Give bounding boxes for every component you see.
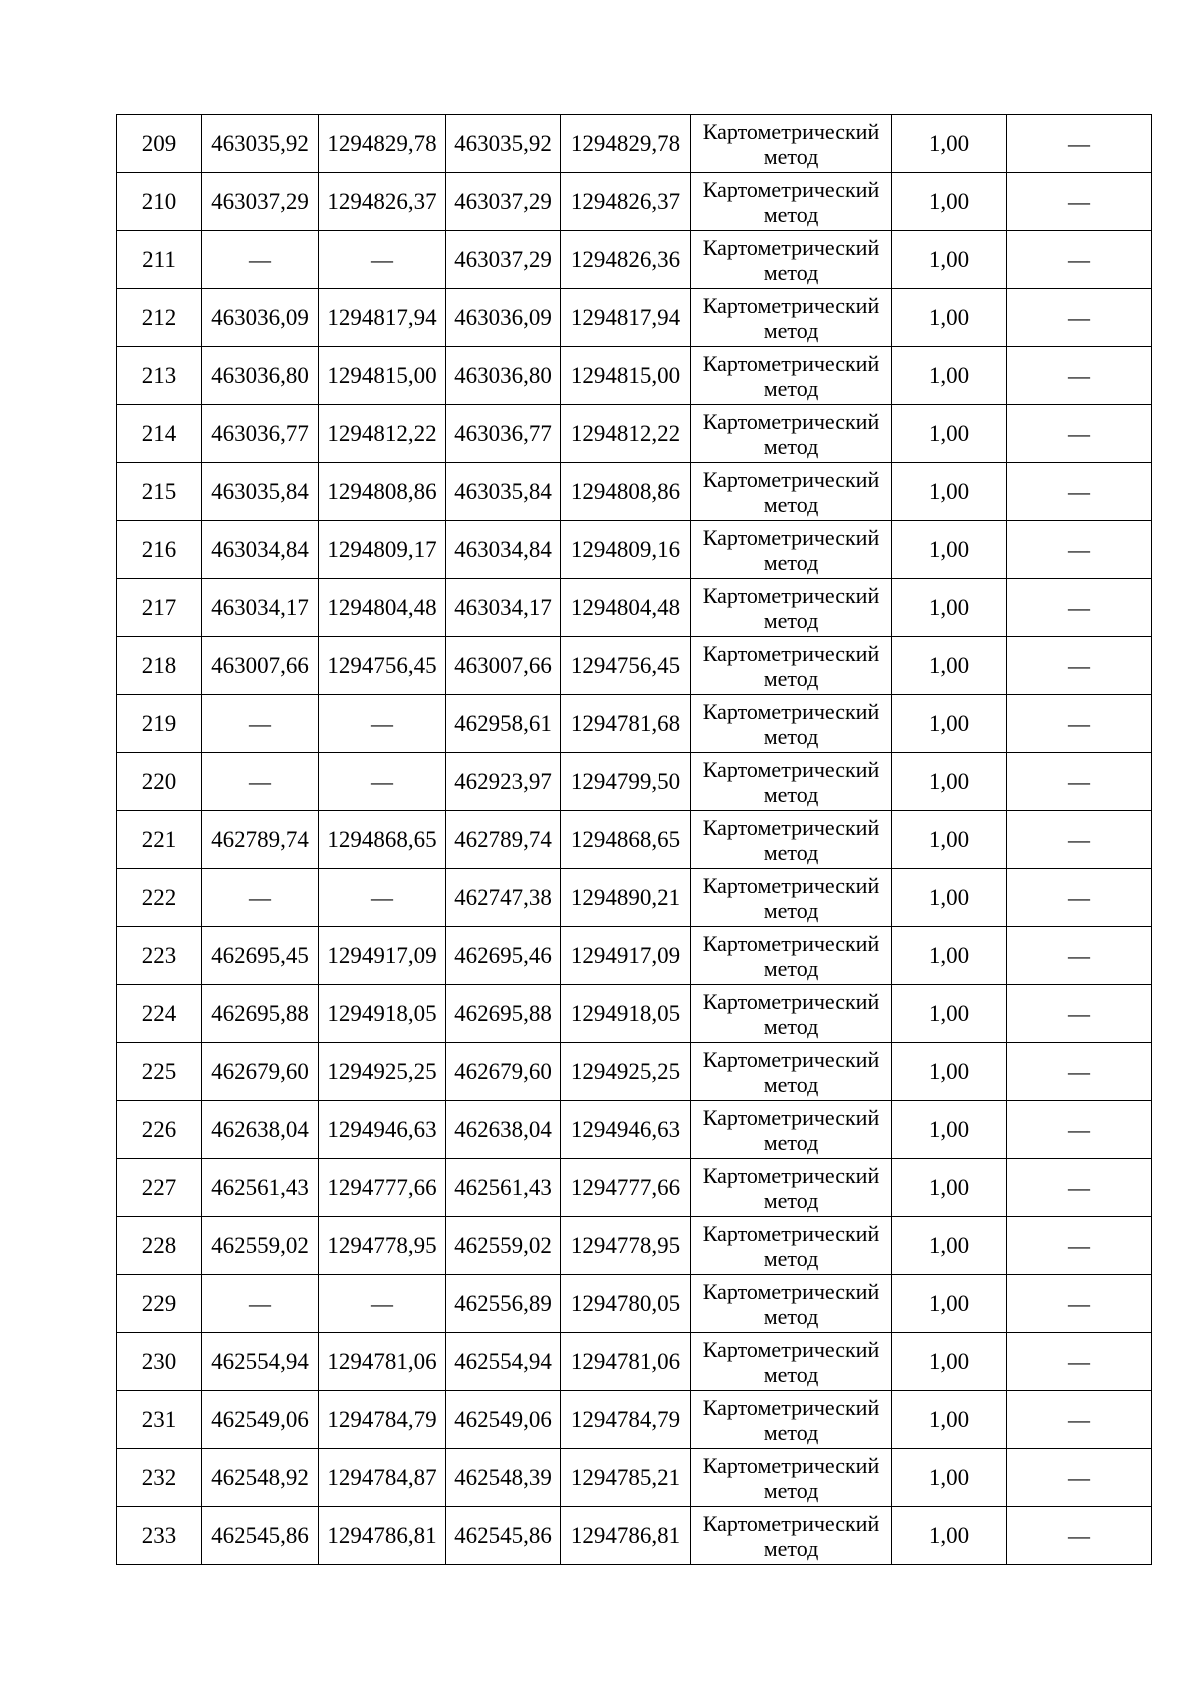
new-y-coordinate-cell: 1294826,36 [561, 231, 691, 289]
method-line-2: метод [763, 1419, 819, 1445]
accuracy-cell: 1,00 [892, 115, 1007, 173]
old-y-coordinate-cell: — [319, 1275, 446, 1333]
method-cell [691, 869, 892, 927]
accuracy-cell: 1,00 [892, 1101, 1007, 1159]
method-line-2: метод [763, 549, 819, 575]
method-line-2: метод [763, 1477, 819, 1503]
table-row [117, 1333, 1152, 1391]
old-y-coordinate-cell: 1294808,86 [319, 463, 446, 521]
table-row [117, 579, 1152, 637]
method-line-2: метод [763, 1303, 819, 1329]
old-y-coordinate-cell: 1294868,65 [319, 811, 446, 869]
description-cell: — [1007, 463, 1152, 521]
table-row [117, 1101, 1152, 1159]
old-y-coordinate-cell: 1294778,95 [319, 1217, 446, 1275]
old-x-coordinate-cell: 463007,66 [202, 637, 319, 695]
new-y-coordinate-cell: 1294804,48 [561, 579, 691, 637]
description-cell: — [1007, 753, 1152, 811]
new-x-coordinate-cell: 462638,04 [446, 1101, 561, 1159]
method-line-2: метод [763, 317, 819, 343]
method-cell [691, 521, 892, 579]
point-number-cell: 216 [117, 521, 202, 579]
method-cell [691, 695, 892, 753]
method-line-1: Картометрический [702, 698, 880, 724]
old-x-coordinate-cell: — [202, 231, 319, 289]
new-y-coordinate-cell: 1294785,21 [561, 1449, 691, 1507]
old-x-coordinate-cell: 462789,74 [202, 811, 319, 869]
description-cell: — [1007, 115, 1152, 173]
new-x-coordinate-cell: 462747,38 [446, 869, 561, 927]
method-line-1: Картометрический [702, 930, 880, 956]
accuracy-cell: 1,00 [892, 927, 1007, 985]
method-cell [691, 927, 892, 985]
description-cell: — [1007, 637, 1152, 695]
old-x-coordinate-cell: — [202, 753, 319, 811]
method-line-2: метод [763, 1071, 819, 1097]
method-line-1: Картометрический [702, 1162, 880, 1188]
old-y-coordinate-cell: 1294812,22 [319, 405, 446, 463]
new-y-coordinate-cell: 1294925,25 [561, 1043, 691, 1101]
point-number-cell: 214 [117, 405, 202, 463]
point-number-cell: 221 [117, 811, 202, 869]
method-cell [691, 811, 892, 869]
new-y-coordinate-cell: 1294812,22 [561, 405, 691, 463]
method-line-1: Картометрический [702, 640, 880, 666]
table-row [117, 405, 1152, 463]
table-row [117, 1275, 1152, 1333]
point-number-cell: 227 [117, 1159, 202, 1217]
new-y-coordinate-cell: 1294946,63 [561, 1101, 691, 1159]
accuracy-cell: 1,00 [892, 1333, 1007, 1391]
method-line-1: Картометрический [702, 756, 880, 782]
method-line-2: метод [763, 143, 819, 169]
description-cell: — [1007, 173, 1152, 231]
old-y-coordinate-cell: 1294917,09 [319, 927, 446, 985]
old-x-coordinate-cell: 463036,09 [202, 289, 319, 347]
table-row [117, 927, 1152, 985]
point-number-cell: 213 [117, 347, 202, 405]
new-x-coordinate-cell: 463037,29 [446, 231, 561, 289]
new-x-coordinate-cell: 463034,84 [446, 521, 561, 579]
old-x-coordinate-cell: 462695,45 [202, 927, 319, 985]
new-x-coordinate-cell: 462556,89 [446, 1275, 561, 1333]
description-cell: — [1007, 579, 1152, 637]
new-y-coordinate-cell: 1294786,81 [561, 1507, 691, 1565]
new-x-coordinate-cell: 462545,86 [446, 1507, 561, 1565]
method-cell [691, 463, 892, 521]
table-row [117, 347, 1152, 405]
method-line-2: метод [763, 1245, 819, 1271]
old-y-coordinate-cell: 1294756,45 [319, 637, 446, 695]
method-cell [691, 1217, 892, 1275]
accuracy-cell: 1,00 [892, 579, 1007, 637]
old-y-coordinate-cell: — [319, 753, 446, 811]
point-number-cell: 212 [117, 289, 202, 347]
method-line-2: метод [763, 1187, 819, 1213]
method-cell [691, 347, 892, 405]
accuracy-cell: 1,00 [892, 289, 1007, 347]
method-line-1: Картометрический [702, 1394, 880, 1420]
old-x-coordinate-cell: 462545,86 [202, 1507, 319, 1565]
old-y-coordinate-cell: 1294826,37 [319, 173, 446, 231]
description-cell: — [1007, 695, 1152, 753]
new-x-coordinate-cell: 462561,43 [446, 1159, 561, 1217]
table-row [117, 637, 1152, 695]
new-y-coordinate-cell: 1294756,45 [561, 637, 691, 695]
method-cell [691, 1333, 892, 1391]
table-row [117, 1507, 1152, 1565]
method-cell [691, 1449, 892, 1507]
description-cell: — [1007, 985, 1152, 1043]
point-number-cell: 223 [117, 927, 202, 985]
method-cell [691, 1043, 892, 1101]
old-y-coordinate-cell: 1294946,63 [319, 1101, 446, 1159]
method-line-2: метод [763, 839, 819, 865]
new-y-coordinate-cell: 1294826,37 [561, 173, 691, 231]
table-row [117, 695, 1152, 753]
old-x-coordinate-cell: 462554,94 [202, 1333, 319, 1391]
old-x-coordinate-cell: — [202, 869, 319, 927]
accuracy-cell: 1,00 [892, 521, 1007, 579]
old-y-coordinate-cell: 1294781,06 [319, 1333, 446, 1391]
method-line-2: метод [763, 433, 819, 459]
point-number-cell: 224 [117, 985, 202, 1043]
description-cell: — [1007, 405, 1152, 463]
new-x-coordinate-cell: 462679,60 [446, 1043, 561, 1101]
old-x-coordinate-cell: 462559,02 [202, 1217, 319, 1275]
new-y-coordinate-cell: 1294815,00 [561, 347, 691, 405]
table-row [117, 173, 1152, 231]
table-row [117, 1043, 1152, 1101]
new-y-coordinate-cell: 1294808,86 [561, 463, 691, 521]
table-row [117, 231, 1152, 289]
method-cell [691, 405, 892, 463]
new-x-coordinate-cell: 462923,97 [446, 753, 561, 811]
point-number-cell: 219 [117, 695, 202, 753]
old-x-coordinate-cell: 463036,80 [202, 347, 319, 405]
old-y-coordinate-cell: 1294784,79 [319, 1391, 446, 1449]
description-cell: — [1007, 1217, 1152, 1275]
table-row [117, 289, 1152, 347]
new-x-coordinate-cell: 462695,46 [446, 927, 561, 985]
accuracy-cell: 1,00 [892, 1217, 1007, 1275]
method-cell [691, 1101, 892, 1159]
point-number-cell: 217 [117, 579, 202, 637]
method-line-2: метод [763, 781, 819, 807]
point-number-cell: 215 [117, 463, 202, 521]
method-line-1: Картометрический [702, 582, 880, 608]
table-row [117, 811, 1152, 869]
old-x-coordinate-cell: 462638,04 [202, 1101, 319, 1159]
point-number-cell: 231 [117, 1391, 202, 1449]
accuracy-cell: 1,00 [892, 1043, 1007, 1101]
point-number-cell: 232 [117, 1449, 202, 1507]
old-x-coordinate-cell: 463034,17 [202, 579, 319, 637]
accuracy-cell: 1,00 [892, 173, 1007, 231]
new-y-coordinate-cell: 1294784,79 [561, 1391, 691, 1449]
method-cell [691, 115, 892, 173]
new-x-coordinate-cell: 462958,61 [446, 695, 561, 753]
method-line-1: Картометрический [702, 292, 880, 318]
point-number-cell: 222 [117, 869, 202, 927]
new-y-coordinate-cell: 1294890,21 [561, 869, 691, 927]
old-x-coordinate-cell: 463034,84 [202, 521, 319, 579]
method-line-1: Картометрический [702, 408, 880, 434]
method-cell [691, 289, 892, 347]
new-x-coordinate-cell: 463037,29 [446, 173, 561, 231]
method-line-1: Картометрический [702, 1104, 880, 1130]
point-number-cell: 211 [117, 231, 202, 289]
method-line-2: метод [763, 491, 819, 517]
accuracy-cell: 1,00 [892, 463, 1007, 521]
description-cell: — [1007, 347, 1152, 405]
accuracy-cell: 1,00 [892, 637, 1007, 695]
accuracy-cell: 1,00 [892, 1449, 1007, 1507]
method-line-1: Картометрический [702, 988, 880, 1014]
accuracy-cell: 1,00 [892, 405, 1007, 463]
method-line-1: Картометрический [702, 1220, 880, 1246]
new-x-coordinate-cell: 462695,88 [446, 985, 561, 1043]
description-cell: — [1007, 927, 1152, 985]
method-cell [691, 985, 892, 1043]
method-line-1: Картометрический [702, 1278, 880, 1304]
accuracy-cell: 1,00 [892, 753, 1007, 811]
method-line-1: Картометрический [702, 118, 880, 144]
new-x-coordinate-cell: 463036,77 [446, 405, 561, 463]
description-cell: — [1007, 1391, 1152, 1449]
table-row [117, 463, 1152, 521]
method-line-2: метод [763, 897, 819, 923]
accuracy-cell: 1,00 [892, 231, 1007, 289]
old-x-coordinate-cell: — [202, 1275, 319, 1333]
method-line-2: метод [763, 665, 819, 691]
table-row [117, 1159, 1152, 1217]
new-x-coordinate-cell: 462789,74 [446, 811, 561, 869]
new-y-coordinate-cell: 1294917,09 [561, 927, 691, 985]
method-line-1: Картометрический [702, 234, 880, 260]
old-x-coordinate-cell: 463035,84 [202, 463, 319, 521]
accuracy-cell: 1,00 [892, 1159, 1007, 1217]
description-cell: — [1007, 521, 1152, 579]
method-cell [691, 173, 892, 231]
new-y-coordinate-cell: 1294777,66 [561, 1159, 691, 1217]
method-cell [691, 231, 892, 289]
coordinates-table [116, 114, 1152, 1565]
method-line-2: метод [763, 375, 819, 401]
old-y-coordinate-cell: 1294918,05 [319, 985, 446, 1043]
table-row [117, 985, 1152, 1043]
old-x-coordinate-cell: 462695,88 [202, 985, 319, 1043]
new-y-coordinate-cell: 1294781,68 [561, 695, 691, 753]
old-y-coordinate-cell: — [319, 231, 446, 289]
new-y-coordinate-cell: 1294781,06 [561, 1333, 691, 1391]
new-x-coordinate-cell: 463036,80 [446, 347, 561, 405]
old-y-coordinate-cell: — [319, 695, 446, 753]
old-x-coordinate-cell: 462679,60 [202, 1043, 319, 1101]
method-line-2: метод [763, 1361, 819, 1387]
description-cell: — [1007, 1333, 1152, 1391]
point-number-cell: 233 [117, 1507, 202, 1565]
new-x-coordinate-cell: 462548,39 [446, 1449, 561, 1507]
point-number-cell: 225 [117, 1043, 202, 1101]
point-number-cell: 220 [117, 753, 202, 811]
old-y-coordinate-cell: — [319, 869, 446, 927]
point-number-cell: 229 [117, 1275, 202, 1333]
method-line-2: метод [763, 607, 819, 633]
new-x-coordinate-cell: 463036,09 [446, 289, 561, 347]
accuracy-cell: 1,00 [892, 347, 1007, 405]
point-number-cell: 209 [117, 115, 202, 173]
accuracy-cell: 1,00 [892, 1275, 1007, 1333]
description-cell: — [1007, 1507, 1152, 1565]
method-cell [691, 637, 892, 695]
point-number-cell: 218 [117, 637, 202, 695]
old-x-coordinate-cell: 463036,77 [202, 405, 319, 463]
method-cell [691, 1275, 892, 1333]
method-cell [691, 1159, 892, 1217]
method-line-2: метод [763, 955, 819, 981]
description-cell: — [1007, 289, 1152, 347]
old-y-coordinate-cell: 1294829,78 [319, 115, 446, 173]
method-line-2: метод [763, 723, 819, 749]
method-line-1: Картометрический [702, 1510, 880, 1536]
method-line-1: Картометрический [702, 1046, 880, 1072]
old-y-coordinate-cell: 1294786,81 [319, 1507, 446, 1565]
point-number-cell: 226 [117, 1101, 202, 1159]
new-x-coordinate-cell: 462554,94 [446, 1333, 561, 1391]
old-x-coordinate-cell: 462548,92 [202, 1449, 319, 1507]
table-row [117, 521, 1152, 579]
point-number-cell: 230 [117, 1333, 202, 1391]
method-line-1: Картометрический [702, 524, 880, 550]
accuracy-cell: 1,00 [892, 695, 1007, 753]
new-x-coordinate-cell: 462549,06 [446, 1391, 561, 1449]
method-line-2: метод [763, 1129, 819, 1155]
accuracy-cell: 1,00 [892, 1507, 1007, 1565]
method-line-2: метод [763, 259, 819, 285]
method-cell [691, 1391, 892, 1449]
description-cell: — [1007, 1101, 1152, 1159]
method-line-1: Картометрический [702, 872, 880, 898]
accuracy-cell: 1,00 [892, 811, 1007, 869]
new-y-coordinate-cell: 1294799,50 [561, 753, 691, 811]
description-cell: — [1007, 1449, 1152, 1507]
method-line-1: Картометрический [702, 814, 880, 840]
old-y-coordinate-cell: 1294809,17 [319, 521, 446, 579]
old-y-coordinate-cell: 1294815,00 [319, 347, 446, 405]
table-row [117, 869, 1152, 927]
old-y-coordinate-cell: 1294804,48 [319, 579, 446, 637]
old-x-coordinate-cell: — [202, 695, 319, 753]
table-row [117, 1449, 1152, 1507]
new-y-coordinate-cell: 1294918,05 [561, 985, 691, 1043]
method-cell [691, 579, 892, 637]
description-cell: — [1007, 1043, 1152, 1101]
new-y-coordinate-cell: 1294868,65 [561, 811, 691, 869]
table-row [117, 753, 1152, 811]
description-cell: — [1007, 1275, 1152, 1333]
method-cell [691, 1507, 892, 1565]
accuracy-cell: 1,00 [892, 985, 1007, 1043]
old-y-coordinate-cell: 1294817,94 [319, 289, 446, 347]
accuracy-cell: 1,00 [892, 869, 1007, 927]
table-row [117, 1217, 1152, 1275]
new-x-coordinate-cell: 463035,92 [446, 115, 561, 173]
point-number-cell: 228 [117, 1217, 202, 1275]
old-x-coordinate-cell: 463037,29 [202, 173, 319, 231]
point-number-cell: 210 [117, 173, 202, 231]
method-line-1: Картометрический [702, 1452, 880, 1478]
description-cell: — [1007, 811, 1152, 869]
method-line-1: Картометрический [702, 1336, 880, 1362]
new-y-coordinate-cell: 1294780,05 [561, 1275, 691, 1333]
method-line-2: метод [763, 1013, 819, 1039]
new-x-coordinate-cell: 463034,17 [446, 579, 561, 637]
old-y-coordinate-cell: 1294925,25 [319, 1043, 446, 1101]
new-x-coordinate-cell: 463035,84 [446, 463, 561, 521]
new-y-coordinate-cell: 1294809,16 [561, 521, 691, 579]
old-x-coordinate-cell: 463035,92 [202, 115, 319, 173]
method-line-1: Картометрический [702, 350, 880, 376]
table-row [117, 115, 1152, 173]
method-line-2: метод [763, 201, 819, 227]
table-row [117, 1391, 1152, 1449]
method-line-2: метод [763, 1535, 819, 1561]
description-cell: — [1007, 1159, 1152, 1217]
method-line-1: Картометрический [702, 176, 880, 202]
accuracy-cell: 1,00 [892, 1391, 1007, 1449]
new-x-coordinate-cell: 463007,66 [446, 637, 561, 695]
old-x-coordinate-cell: 462561,43 [202, 1159, 319, 1217]
new-y-coordinate-cell: 1294778,95 [561, 1217, 691, 1275]
new-y-coordinate-cell: 1294817,94 [561, 289, 691, 347]
method-cell [691, 753, 892, 811]
new-x-coordinate-cell: 462559,02 [446, 1217, 561, 1275]
new-y-coordinate-cell: 1294829,78 [561, 115, 691, 173]
old-y-coordinate-cell: 1294784,87 [319, 1449, 446, 1507]
old-x-coordinate-cell: 462549,06 [202, 1391, 319, 1449]
table-body [117, 115, 1152, 1565]
description-cell: — [1007, 869, 1152, 927]
method-line-1: Картометрический [702, 466, 880, 492]
description-cell: — [1007, 231, 1152, 289]
old-y-coordinate-cell: 1294777,66 [319, 1159, 446, 1217]
